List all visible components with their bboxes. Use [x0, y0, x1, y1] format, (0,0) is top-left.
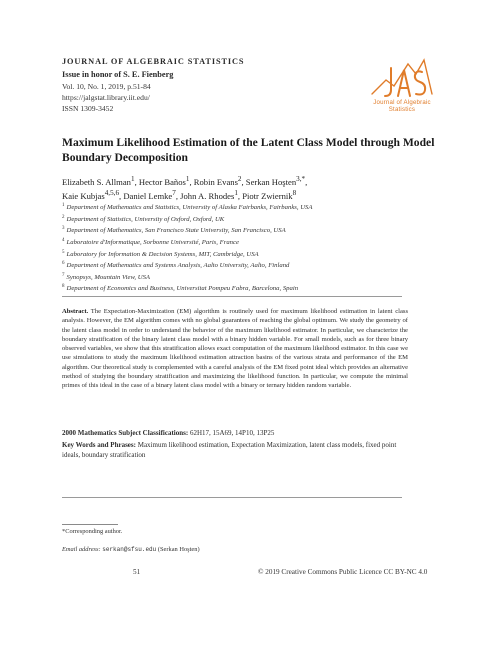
affiliation-item: $^7$ Synopsys, Mountain View, USA [62, 272, 151, 282]
author: Daniel Lemke$^7$ [123, 189, 176, 202]
author: Robin Evans$^2$ [193, 175, 242, 187]
licence-line: © 2019 Creative Commons Public Licence CC BY-NC 4.0 [258, 568, 428, 576]
affiliation-item: $^8$ Department of Economics and Business, Universitat Pompeu Fabra, Barcelona, Spain [62, 284, 299, 293]
affiliation-item: $^3$ Department of Mathematics, San Francisco State University, San Francisco, USA [62, 226, 286, 235]
issue-line: Issue in honor of S. E. Fienberg [62, 70, 174, 79]
affiliation-item: $^5$ Laboratory for Information & Decision Systems, MIT, Cambridge, USA [62, 249, 259, 258]
author-list [62, 174, 442, 203]
affiliation-list [62, 201, 452, 294]
abstract-text: The Expectation-Maximization (EM) algorithm is routinely used for maximum likelihood estimation in latent class analysis. However, the EM algorithm comes with no global guarantees of reaching the global optimum. We study the geometry of the latent class model in order to understand the behavior of the maximum likelihood estimator. In particular, we characterize the boundary stratification of the binary latent class model with a binary hidden variable. For small models, such as for three binary observed variables, we show that this stratification allows exact computation of the maximum likelihood estimator. In this case we use simulations to study the maximum likelihood estimation attraction basins of the various strata and performance of the EM algorithm. Our theoretical study is complemented with a careful analysis of the EM fixed point ideal which provides an alternative method of studying the boundary stratification and maximizing the likelihood function. In particular, we compute the minimal primes of this ideal in the case of a binary latent class model with a binary or ternary hidden random variable. [62, 308, 409, 390]
author-line-1: Elizabeth S. Allman$^1$, Hector Baños$^1$, Robin Evans$^2$, Serkan Hoşten$^{3,*}$, [62, 175, 308, 187]
journal-name: JOURNAL OF ALGEBRAIC STATISTICS [62, 57, 245, 66]
keywords-label: Key Words and Phrases: [62, 441, 136, 449]
msc-codes: 62H17, 15A69, 14P10, 13P25 [189, 429, 275, 437]
affiliation-item: $^6$ Department of Mathematics and Systems Analysis, Aalto University, Aalto, Finland [62, 261, 290, 270]
keywords-text: Maximum likelihood estimation, Expectation Maximization, latent class models, fixed point ideals, boundary stratification [62, 441, 397, 459]
divider [62, 497, 402, 498]
email-link[interactable]: serkan@sfsu.edu [102, 546, 157, 553]
author: Elizabeth S. Allman$^1$ [62, 175, 135, 187]
msc-classifications [62, 429, 408, 438]
journal-url[interactable]: https://jalgstat.library.iit.edu/ [62, 93, 150, 102]
author: Piotr Zwiernik$^8$ [242, 189, 297, 202]
abstract-label: Abstract. [62, 308, 89, 315]
page-number: 51 [133, 568, 141, 576]
keywords [62, 441, 408, 460]
issn-line: ISSN 1309-3452 [62, 104, 114, 113]
author-line-2: Kaie Kubjas$^{4,5,6}$, Daniel Lemke$^7$, John A. Rhodes$^1$, Piotr Zwiernik$^8$ [62, 189, 297, 202]
msc-label: 2000 Mathematics Subject Classifications: [62, 429, 189, 437]
journal-logo-caption: Journal of Algebraic Statistics [373, 99, 431, 113]
author: Serkan Hoşten$^{3,*}$ [245, 175, 306, 187]
author: Hector Baños$^1$ [138, 175, 190, 187]
paper-title: Maximum Likelihood Estimation of the Latent Class Model through Model Boundary Decomposition [62, 136, 435, 164]
author: John A. Rhodes$^1$ [180, 189, 238, 202]
affiliation-item: $^4$ Laboratoire d'Informatique, Sorbonne Université, Paris, France [62, 237, 239, 247]
abstract [62, 307, 408, 391]
affiliation-item: $^1$ Department of Mathematics and Statistics, University of Alaska Fairbanks, Fairbanks, USA [62, 203, 313, 212]
corresponding-author-note: *Corresponding author. [62, 528, 123, 535]
author: Kaie Kubjas$^{4,5,6}$ [62, 189, 120, 202]
divider [62, 296, 402, 297]
affiliation-item: $^2$ Department of Statistics, University of Oxford, Oxford, UK [62, 214, 225, 223]
email-footnote: Email address: serkan@sfsu.edu (Serkan Hoşten) [62, 546, 200, 553]
volume-line: Vol. 10, No. 1, 2019, p.51-84 [62, 82, 151, 91]
footnote-rule [62, 524, 118, 525]
